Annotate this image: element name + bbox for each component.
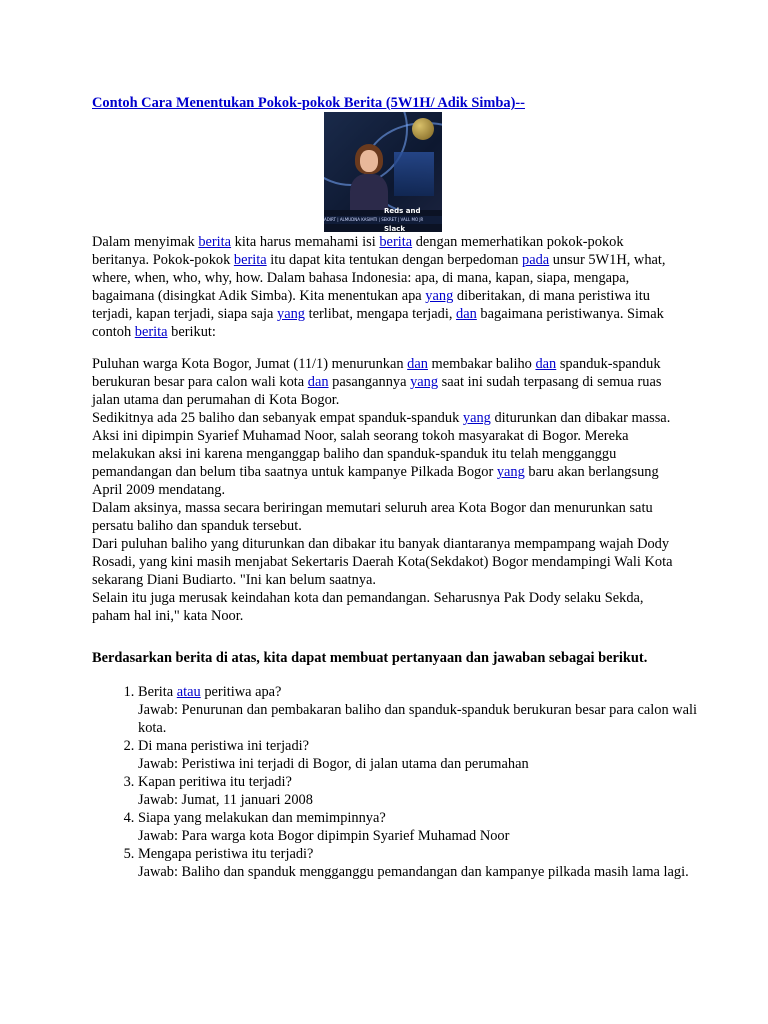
studio-screen xyxy=(394,152,434,196)
image-caption: Reds and Slack xyxy=(384,207,421,232)
answer-text: Jawab: Peristiwa ini terjadi di Bogor, di jalan utama dan perumahan xyxy=(138,756,529,772)
qa-item xyxy=(138,773,708,809)
inline-link[interactable]: berita xyxy=(379,234,413,250)
answer-text: Jawab: Jumat, 11 januari 2008 xyxy=(138,792,313,808)
inline-link[interactable]: berita xyxy=(198,234,232,250)
news-paragraph: Puluhan warga Kota Bogor, Jumat (11/1) menurunkan dan membakar baliho dan spanduk-spanduk berukuran besar para calon wali kota dan pasangannya yang saat ini sudah terpasang di semua ruas jalan utama dan perumahan di Kota Bogor. xyxy=(92,356,662,408)
question-text: 1. Berita atau peritiwa apa? xyxy=(138,684,282,700)
question-text: 5. Mengapa peristiwa itu terjadi? xyxy=(138,846,314,862)
inline-link[interactable]: dan xyxy=(456,306,477,322)
inline-link[interactable]: pada xyxy=(522,252,550,268)
answer-text: Jawab: Baliho dan spanduk mengganggu pemandangan dan kampanye pilkada masih lama lagi. xyxy=(138,864,689,880)
inline-link[interactable]: berita xyxy=(233,252,267,268)
inline-link[interactable]: yang xyxy=(425,288,454,304)
inline-link[interactable]: atau xyxy=(176,684,201,700)
question-text: 4. Siapa yang melakukan dan memimpinnya? xyxy=(138,810,386,826)
inline-link[interactable]: yang xyxy=(277,306,305,322)
answer-text: Jawab: Para warga kota Bogor dipimpin Syarief Muhamad Noor xyxy=(138,828,510,844)
news-paragraph: Selain itu juga merusak keindahan kota dan pemandangan. Seharusnya Pak Dody selaku Sekda, paham hal ini," kata Noor. xyxy=(92,590,644,624)
globe-icon xyxy=(412,118,434,140)
news-paragraph: Dari puluhan baliho yang diturunkan dan dibakar itu banyak diantaranya mempampang wajah Dody Rosadi, yang kini masih menjabat Sekertaris Daerah Kota(Sekdakot) Bogor mendampingi Wali Kota sekarang Diani Budiarto. "Ini kan belum saatnya. xyxy=(92,536,673,588)
answer-text: Jawab: Penurunan dan pembakaran baliho dan spanduk-spanduk berukuran besar para calon wali kota. xyxy=(138,702,698,736)
section-heading: Berdasarkan berita di atas, kita dapat membuat pertanyaan dan jawaban sebagai berikut. xyxy=(92,650,648,666)
news-anchor-image xyxy=(324,112,442,232)
question-text: 2. Di mana peristiwa ini terjadi? xyxy=(138,738,310,754)
inline-link[interactable]: dan xyxy=(307,374,329,390)
anchor-face xyxy=(360,150,378,172)
inline-link[interactable]: yang xyxy=(410,374,439,390)
qa-item xyxy=(138,809,708,845)
inline-link[interactable]: dan xyxy=(407,356,428,372)
inline-link[interactable]: yang xyxy=(462,410,491,426)
news-paragraph: Dalam aksinya, massa secara beriringan memutari seluruh area Kota Bogor dan menurunkan satu persatu baliho dan spanduk tersebut. xyxy=(92,500,653,534)
inline-link[interactable]: yang xyxy=(496,464,525,480)
news-paragraph: Sedikitnya ada 25 baliho dan sebanyak empat spanduk-spanduk yang diturunkan dan dibakar massa. Aksi ini dipimpin Syarief Muhamad Noor, salah seorang tokoh masyarakat di Bogor. Mereka melakukan aksi ini karena menganggap baliho dan spanduk-spanduk itu telah mengganggu pemandangan dan belum tiba saatnya untuk kampanye Pilkada Bogor yang baru akan berlangsung April 2009 mendatang. xyxy=(92,410,671,498)
qa-item xyxy=(138,845,708,881)
news-article xyxy=(92,355,684,625)
news-ticker: ADIRT | ALMUDNA KASIMTI | SEKRET | VALL MO JR xyxy=(324,216,442,224)
news-anchor-figure xyxy=(350,144,388,214)
intro-paragraph: Dalam menyimak berita kita harus memahami isi berita dengan memerhatikan pokok-pokok beritanya. Pokok-pokok berita itu dapat kita tentukan dengan berpedoman pada unsur 5W1H, what, where, when, who, why, how. Dalam bahasa Indonesia: apa, di mana, kapan, siapa, mengapa, bagaimana (disingkat Adik Simba). Kita menentukan apa yang diberitakan, di mana peristiwa itu terjadi, kapan terjadi, siapa saja yang terlibat, mengapa terjadi, dan bagaimana peristiwanya. Simak contoh berita berikut: xyxy=(92,234,666,340)
qa-item xyxy=(138,737,708,773)
inline-link[interactable]: dan xyxy=(535,356,557,372)
qa-list xyxy=(92,683,708,881)
inline-link[interactable]: berita xyxy=(134,324,168,340)
question-text: 3. Kapan peritiwa itu terjadi? xyxy=(138,774,292,790)
page-title[interactable]: Contoh Cara Menentukan Pokok-pokok Berita (5W1H/ Adik Simba)-- xyxy=(92,95,525,111)
qa-item xyxy=(138,683,708,737)
